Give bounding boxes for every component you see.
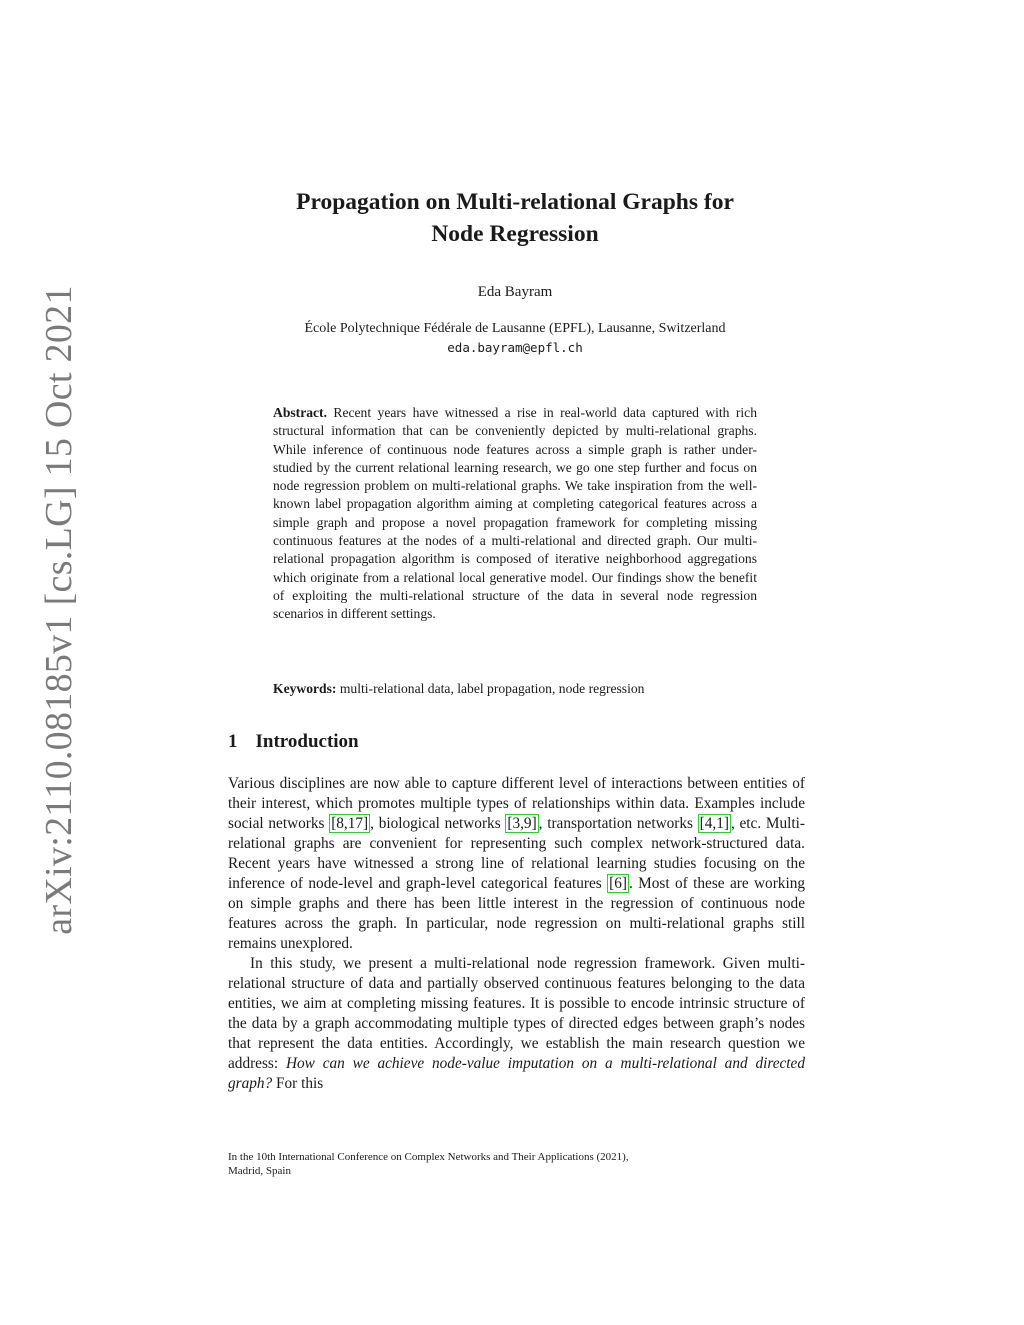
paragraph-2 [228,954,805,1094]
keywords [273,680,757,698]
affiliation-block [228,319,802,357]
text-run: For this [272,1075,324,1092]
title-line-1: Propagation on Multi-relational Graphs for [296,189,734,215]
text-run: , transportation networks [538,815,698,832]
paper-title [228,186,802,250]
author-email[interactable]: eda.bayram@epfl.ch [447,340,583,355]
affiliation: École Polytechnique Fédérale de Lausanne (EPFL), Lausanne, Switzerland [304,321,726,336]
arxiv-identifier: arXiv:2110.08185v1 [cs.LG] 15 Oct 2021 [38,285,80,935]
section-number: 1 [228,731,238,752]
footnote-line-1: In the 10th International Conference on Complex Networks and Their Applications (2021), [228,1151,629,1163]
citation-link[interactable]: [6] [609,875,627,892]
text-run: , etc. Multi-relational graphs are convenient for representing such complex network-structured data. Recent years have witnessed a strong line of relational learning studies focusing on the inference of node-level and graph-level categorical features [228,815,805,892]
keywords-text: multi-relational data, label propagation, node regression [339,681,645,696]
text-run: Various disciplines are now able to capture different level of interactions between entities of their interest, which promotes multiple types of relationships within data. Examples include social networks [228,775,805,832]
section-title: Introduction [255,731,359,752]
footnote [228,1150,805,1178]
introduction-body [228,774,805,1094]
citation-link[interactable]: [8,17] [331,815,369,832]
citation-link[interactable]: [3,9] [507,815,537,832]
title-line-2: Node Regression [431,221,599,247]
paragraph-1 [228,774,805,954]
keywords-label: Keywords: [273,681,337,696]
citation-link[interactable]: [4,1] [699,815,729,832]
section-heading [228,731,359,753]
abstract-text: Recent years have witnessed a rise in real-world data captured with rich structural information that can be conveniently depicted by multi-relational graphs. While inference of continuous node features across a simple graph is rather under-studied by the current relational learning research, we go one step further and focus on node regression problem on multi-relational graphs. We take inspiration from the well-known label propagation algorithm aiming at completing categorical features across a simple graph and propose a novel propagation framework for completing missing continuous features at the nodes of a multi-relational and directed graph. Our multi-relational propagation algorithm is composed of iterative neighborhood aggregations which originate from a relational local generative model. Our findings show the benefit of exploiting the multi-relational structure of the data in several node regression scenarios in different settings. [273,405,757,622]
text-run: . Most of these are working on simple graphs and there has been little interest in the regression of continuous node features across the graph. In particular, node regression on multi-relational graphs still remains unexplored. [228,875,805,952]
author-name: Eda Bayram [477,284,553,300]
abstract-label: Abstract. [273,405,327,420]
footnote-line-2: Madrid, Spain [228,1165,291,1177]
research-question: How can we achieve node-value imputation on a multi-relational and directed graph? [228,1055,805,1092]
abstract [273,404,757,624]
text-run: In this study, we present a multi-relational node regression framework. Given multi-relational structure of data and partially observed continuous features belonging to the data entities, we aim at completing missing features. It is possible to encode intrinsic structure of the data by a graph accommodating multiple types of directed edges between graph’s nodes that represent the data entities. Accordingly, we establish the main research question we address: [228,955,805,1072]
text-run: , biological networks [370,815,506,832]
